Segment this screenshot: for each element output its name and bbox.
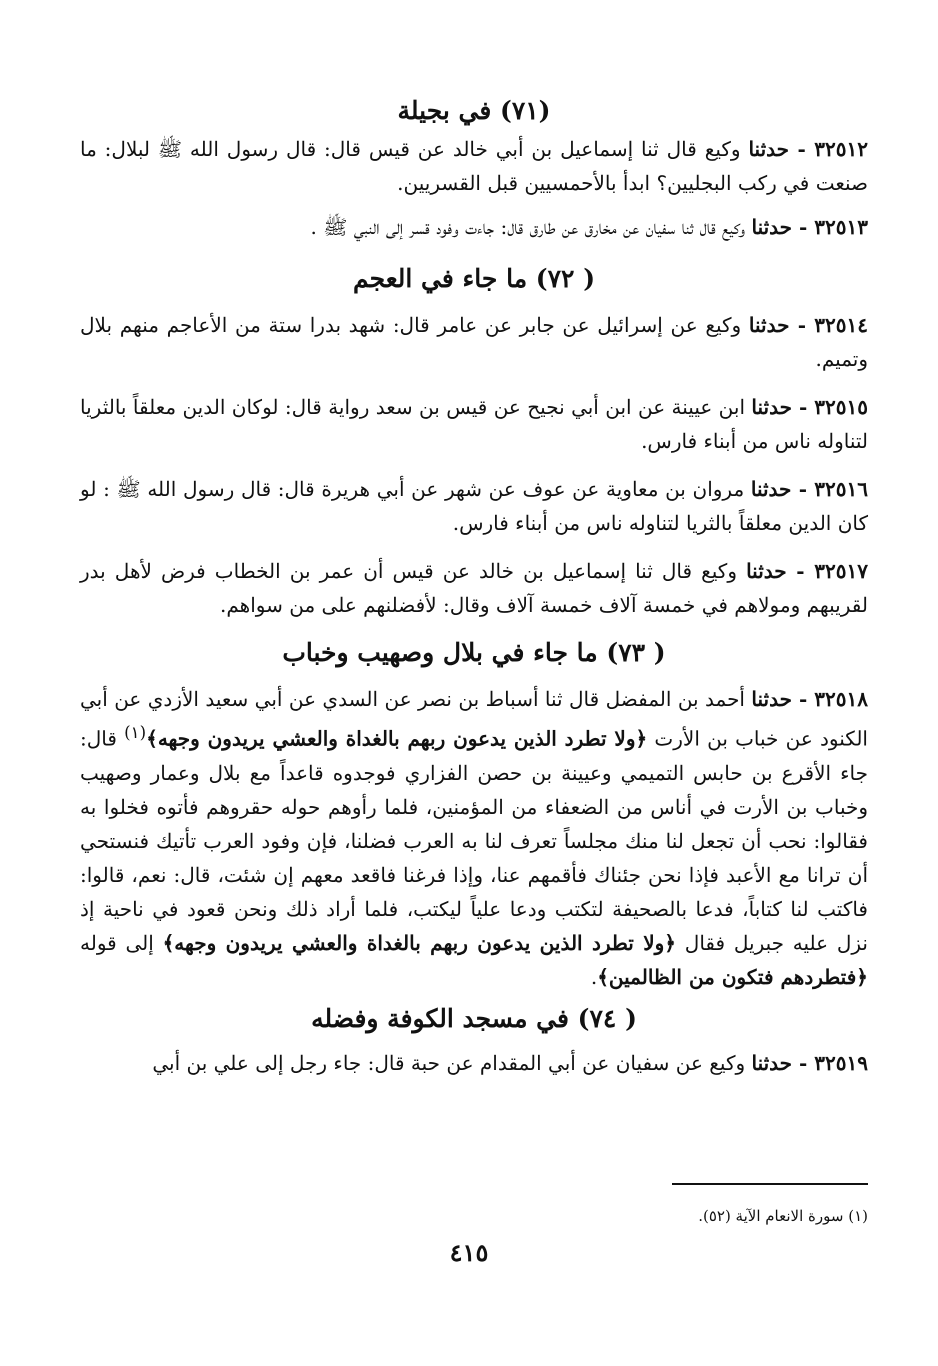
hadith-number: ٣٢٥١٧ [814, 559, 868, 583]
quran-quote: ﴿ولا تطرد الذين يدعون ربهم بالغداة والعشي يريدون وجهه﴾ [162, 930, 677, 955]
page-number: ٤١٥ [449, 1238, 489, 1267]
hadith-opener: حدثنا [748, 313, 790, 337]
hadith-opener: حدثنا [748, 137, 790, 161]
hadith-opener: حدثنا [751, 215, 793, 239]
hadith-text-end: . [590, 964, 598, 989]
hadith-number: ٣٢٥١٣ [814, 215, 868, 239]
hadith-text: وكيع قال ثنا سفيان عن مخارق عن طارق قال: جاءت وفود قسر إلى النبي ﷺ . [310, 215, 746, 239]
hadith-number: ٣٢٥١٩ [814, 1050, 868, 1075]
hadith-text: وكيع قال ثنا إسماعيل بن أبي خالد عن قيس قال: قال رسول الله ﷺ لبلال: ما صنعت في ركب البجليين؟ ابدأ بالأحمسيين قبل القسريين. [80, 137, 868, 195]
section-heading-74: ( ٧٤) في مسجد الكوفة وفضله [311, 1003, 637, 1033]
hadith-32518: ٣٢٥١٨ - حدثنا أحمد بن المفضل قال ثنا أسباط بن نصر عن السدي عن أبي سعيد الأزدي عن أبي الكنود عن خباب بن الأرت ﴿ولا تطرد الذين يدعون ربهم بالغداة والعشي يريدون وجهه﴾$^{(١)}$ قال: جاء الأقرع بن حابس التميمي وعيينة بن حصن الفزاري فوجدوه قاعداً مع بلال وعمار وصهيب وخباب بن الأرت في أناس من الضعفاء من المؤمنين، فلما رأوهم حوله حقروهم فأتوه فخلوا به فقالوا: نحب أن تجعل لنا منك مجلساً تعرف لنا به العرب فضلنا، فإن وفود العرب تأتيك فنستحي أن ترانا مع الأعبد فإذا نحن جئناك فأقمهم عنا، وإذا فرغنا فاقعد معهم إن شئت، قال: نعم، قالوا: فاكتب لنا كتاباً، فدعا بالصحيفة لتكتب ودعا علياً ليكتب، فلما أراد ذلك ونحن قعود في ناحية إذ نزل عليه جبريل فقال ﴿ولا تطرد الذين يدعون ربهم بالغداة والعشي يريدون وجهه﴾ إلى قوله ﴿فتطردهم فتكون من الظالمين﴾. [80, 687, 869, 989]
footnote-divider [672, 1183, 868, 1185]
hadith-text: ابن عيينة عن ابن أبي نجيح عن قيس بن سعد رواية قال: لوكان الدين معلقاً بالثريا لتناوله ناس من أبناء فارس. [80, 395, 868, 453]
hadith-32519: ٣٢٥١٩ - حدثنا وكيع عن سفيان عن أبي المقدام عن حبة قال: جاء رجل إلى علي بن أبي [152, 1050, 868, 1075]
section-heading-73: ( ٧٣) ما جاء في بلال وصهيب وخباب [282, 638, 666, 667]
hadith-text: مروان بن معاوية عن عوف عن شهر عن أبي هريرة قال: قال رسول الله ﷺ : لو كان الدين معلقاً بالثريا لتناوله ناس من أبناء فارس. [80, 477, 868, 535]
hadith-number: ٣٢٥١٨ [814, 687, 869, 711]
hadith-text: وكيع عن سفيان عن أبي المقدام عن حبة قال: جاء رجل إلى علي بن أبي [152, 1050, 746, 1075]
hadith-number: ٣٢٥١٢ [814, 137, 869, 161]
section-heading-72: ( ٧٢) ما جاء في العجم [352, 264, 596, 293]
hadith-number: ٣٢٥١٥ [814, 395, 868, 419]
hadith-32512: ٣٢٥١٢ - حدثنا وكيع قال ثنا إسماعيل بن أبي خالد عن قيس قال: قال رسول الله ﷺ لبلال: ما صنعت في ركب البجليين؟ ابدأ بالأحمسيين قبل القسريين. [80, 137, 869, 195]
hadith-opener: حدثنا [746, 559, 787, 583]
section-heading-71: (٧١) في بجيلة [397, 96, 551, 125]
hadith-opener: حدثنا [751, 687, 792, 711]
hadith-opener: حدثنا [751, 395, 792, 419]
hadith-32513: ٣٢٥١٣ - حدثنا وكيع قال ثنا سفيان عن مخارق عن طارق قال: جاءت وفود قسر إلى النبي ﷺ . [310, 215, 868, 239]
hadith-text: وكيع عن إسرائيل عن جابر عن عامر قال: شهد بدرا ستة من الأعاجم منهم بلال وتميم. [80, 313, 868, 371]
footnote: (١) سورة الانعام الآية (٥٢). [698, 1207, 868, 1225]
hadith-number: ٣٢٥١٤ [814, 313, 868, 337]
hadith-text: قال: جاء الأقرع بن حابس التميمي وعيينة بن حصن الفزاري فوجدوه قاعداً مع بلال وعمار وصهيب وخباب بن الأرت في أناس من الضعفاء من المؤمنين، فلما رأوهم حوله حقروهم فأتوه فخلوا به فقالوا: نحب أن تجعل لنا منك مجلساً تعرف لنا به العرب فضلنا، فإن وفود العرب تأتيك فنستحي أن ترانا مع الأعبد فإذا نحن جئناك فأقمهم عنا، وإذا فرغنا فاقعد معهم إن شئت، قال: نعم، قالوا: فاكتب لنا كتاباً، فدعا بالصحيفة لتكتب ودعا علياً ليكتب، فلما أراد ذلك ونحن قعود في ناحية إذ نزل عليه جبريل فقال [80, 726, 868, 955]
hadith-text: إلى قوله [80, 930, 154, 955]
footnote-ref[interactable]: (١) [124, 723, 147, 742]
hadith-text: أحمد بن المفضل قال ثنا أسباط بن نصر عن السدي عن أبي سعيد الأزدي عن أبي الكنود عن خباب بن الأرت [80, 687, 868, 751]
hadith-text: وكيع قال ثنا إسماعيل بن خالد عن قيس أن عمر بن الخطاب فرض لأهل بدر لقريبهم ومولاهم في خمسة آلاف خمسة آلاف وقال: لأفضلنهم على من سواهم. [80, 559, 868, 617]
hadith-32514: ٣٢٥١٤ - حدثنا وكيع عن إسرائيل عن جابر عن عامر قال: شهد بدرا ستة من الأعاجم منهم بلال وتميم. [80, 313, 868, 371]
hadith-32515: ٣٢٥١٥ - حدثنا ابن عيينة عن ابن أبي نجيح عن قيس بن سعد رواية قال: لوكان الدين معلقاً بالثريا لتناوله ناس من أبناء فارس. [80, 395, 868, 453]
hadith-number: ٣٢٥١٦ [814, 477, 868, 501]
hadith-opener: حدثنا [751, 1050, 793, 1075]
hadith-32517: ٣٢٥١٧ - حدثنا وكيع قال ثنا إسماعيل بن خالد عن قيس أن عمر بن الخطاب فرض لأهل بدر لقريبهم ومولاهم في خمسة آلاف خمسة آلاف وقال: لأفضلنهم على من سواهم. [80, 559, 868, 617]
hadith-opener: حدثنا [750, 477, 792, 501]
quran-quote: ﴿ولا تطرد الذين يدعون ربهم بالغداة والعشي يريدون وجهه﴾ [146, 726, 648, 751]
quran-quote: ﴿فتطردهم فتكون من الظالمين﴾ [597, 964, 868, 989]
hadith-32516: ٣٢٥١٦ - حدثنا مروان بن معاوية عن عوف عن شهر عن أبي هريرة قال: قال رسول الله ﷺ : لو كان الدين معلقاً بالثريا لتناوله ناس من أبناء فارس. [80, 477, 868, 535]
